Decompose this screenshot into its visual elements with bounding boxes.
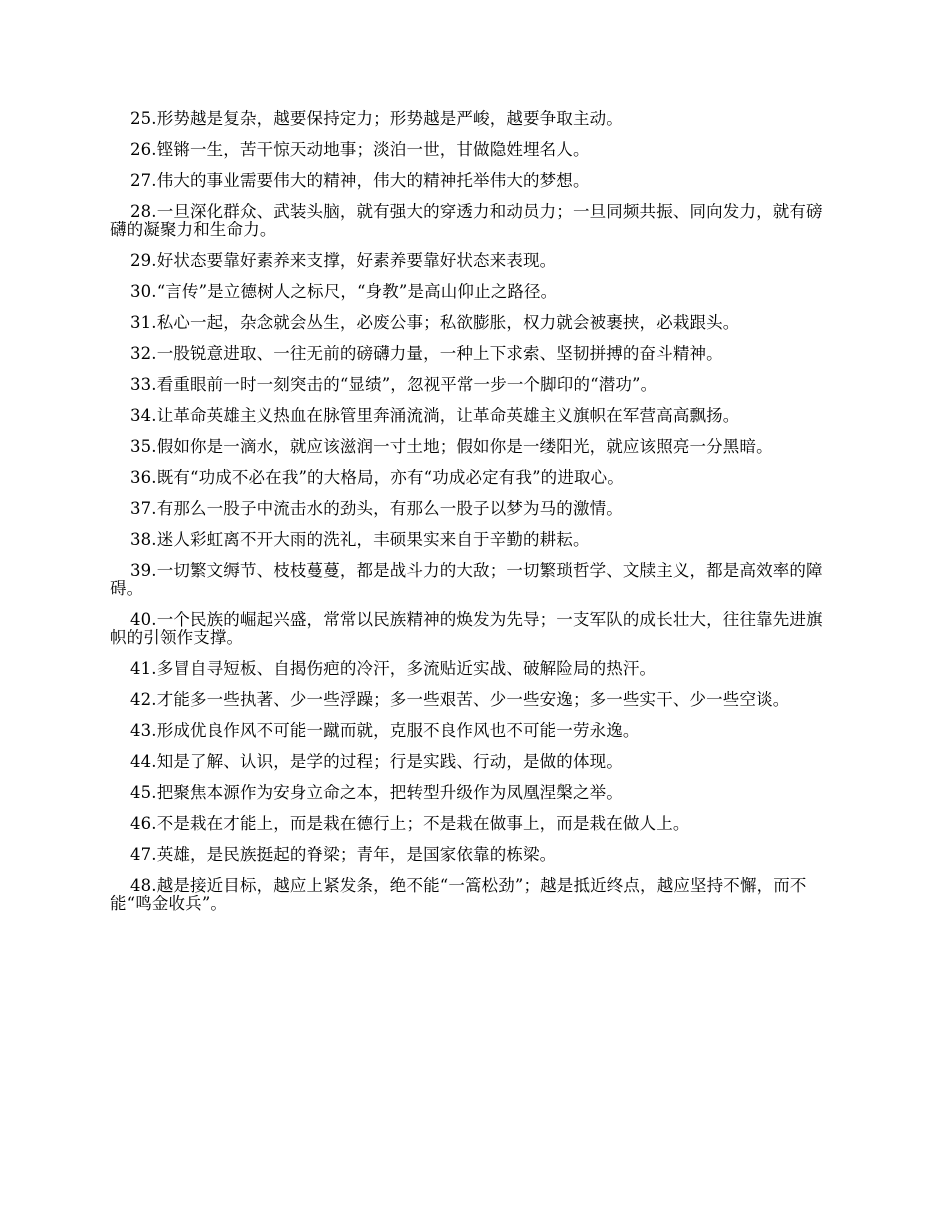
quote-29: 29.好状态要靠好素养来支撑，好素养要靠好状态来表现。: [130, 251, 557, 270]
quote-35: 35.假如你是一滴水，就应该滋润一寸土地；假如你是一缕阳光，就应该照亮一分黑暗。: [130, 437, 773, 456]
quote-39: 39.一切繁文缛节、枝枝蔓蔓，都是战斗力的大敌；一切繁琐哲学、文牍主义，都是高效率的障碍。: [110, 561, 823, 598]
quote-32: 32.一股锐意进取、一往无前的磅礴力量，一种上下求索、坚韧拼搏的奋斗精神。: [130, 344, 723, 363]
quote-47: 47.英雄，是民族挺起的脊梁；青年，是国家依靠的栋梁。: [130, 845, 557, 864]
quote-list: [110, 110, 832, 926]
quote-44: 44.知是了解、认识，是学的过程；行是实践、行动，是做的体现。: [130, 752, 623, 771]
quote-41: 41.多冒自寻短板、自揭伤疤的冷汗，多流贴近实战、破解险局的热汗。: [130, 659, 657, 678]
quote-43: 43.形成优良作风不可能一蹴而就，克服不良作风也不可能一劳永逸。: [130, 721, 640, 740]
quote-42: 42.才能多一些执著、少一些浮躁；多一些艰苦、少一些安逸；多一些实干、少一些空谈。: [130, 690, 790, 709]
quote-34: 34.让革命英雄主义热血在脉管里奔涌流淌，让革命英雄主义旗帜在军营高高飘扬。: [130, 406, 740, 425]
quote-38: 38.迷人彩虹离不开大雨的洗礼，丰硕果实来自于辛勤的耕耘。: [130, 530, 590, 549]
quote-37: 37.有那么一股子中流击水的劲头，有那么一股子以梦为马的激情。: [130, 499, 623, 518]
quote-27: 27.伟大的事业需要伟大的精神，伟大的精神托举伟大的梦想。: [130, 171, 590, 190]
quote-45: 45.把聚焦本源作为安身立命之本，把转型升级作为凤凰涅槃之举。: [130, 783, 623, 802]
quote-48: 48.越是接近目标，越应上紧发条，绝不能“一篙松劲”；越是抵近终点，越应坚持不懈，而不能“鸣金收兵”。: [110, 876, 807, 913]
quote-25: 25.形势越是复杂，越要保持定力；形势越是严峻，越要争取主动。: [130, 109, 623, 128]
quote-26: 26.铿锵一生，苦干惊天动地事；淡泊一世，甘做隐姓埋名人。: [130, 140, 590, 159]
quote-28: 28.一旦深化群众、武装头脑，就有强大的穿透力和动员力；一旦同频共振、同向发力，就有磅礴的凝聚力和生命力。: [110, 202, 823, 239]
quote-40: 40.一个民族的崛起兴盛，常常以民族精神的焕发为先导；一支军队的成长壮大，往往靠先进旗帜的引领作支撑。: [110, 610, 823, 647]
quote-33: 33.看重眼前一时一刻突击的“显绩”，忽视平常一步一个脚印的“潜功”。: [130, 375, 658, 394]
quote-46: 46.不是栽在才能上，而是栽在德行上；不是栽在做事上，而是栽在做人上。: [130, 814, 690, 833]
quote-36: 36.既有“功成不必在我”的大格局，亦有“功成必定有我”的进取心。: [130, 468, 624, 487]
quote-31: 31.私心一起，杂念就会丛生，必废公事；私欲膨胀，权力就会被裹挟，必栽跟头。: [130, 313, 740, 332]
quote-30: 30.“言传”是立德树人之标尺，“身教”是高山仰止之路径。: [130, 282, 558, 301]
